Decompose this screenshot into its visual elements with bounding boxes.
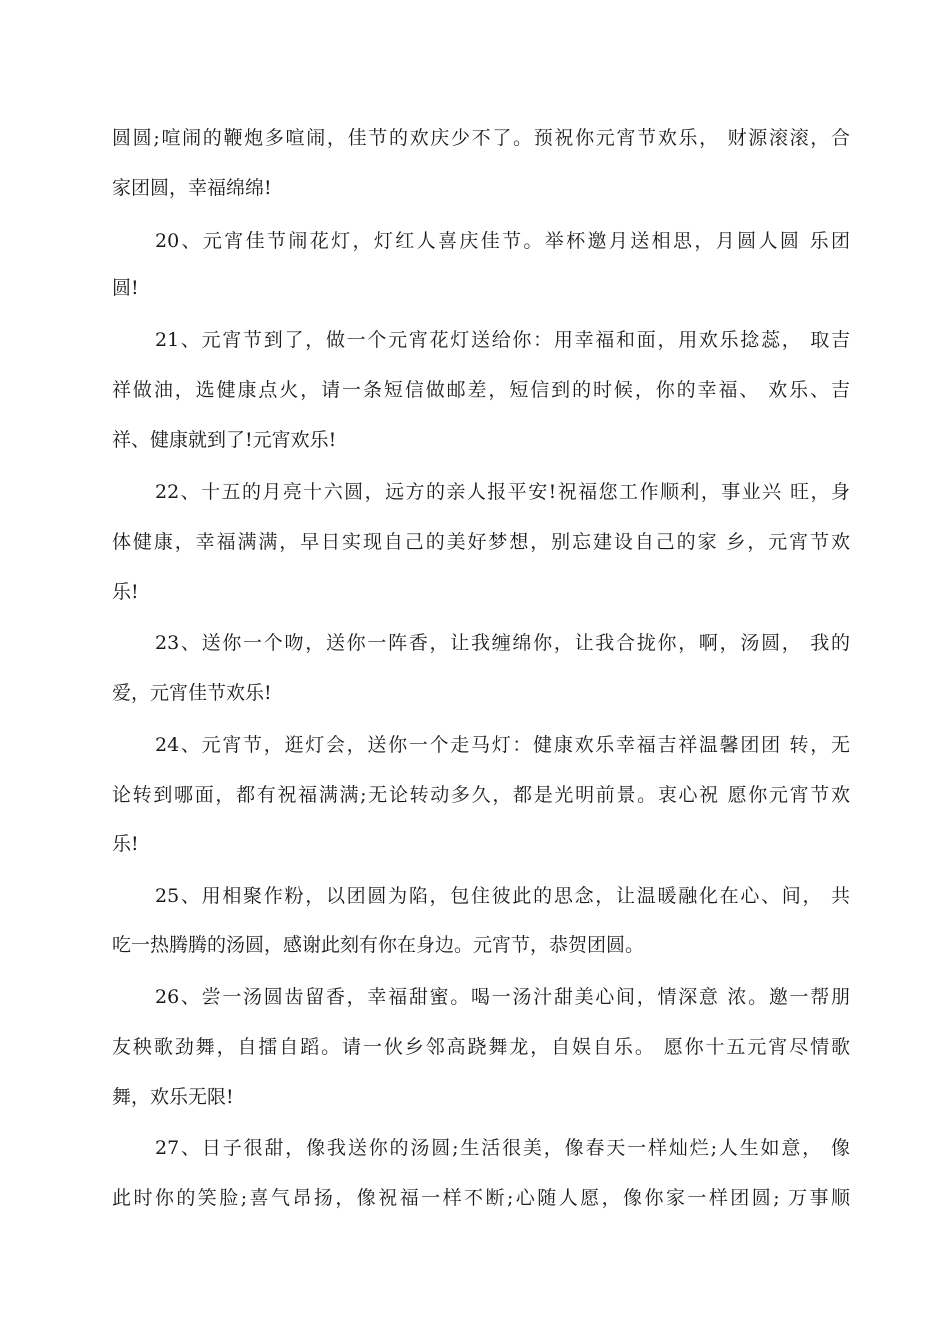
text-line: 论转到哪面，都有祝福满满;无论转动多久，都是光明前景。衷心祝 愿你元宵节欢 — [112, 784, 850, 806]
text-line: 体健康，幸福满满，早日实现自己的美好梦想，别忘建设自己的家 乡，元宵节欢 — [112, 531, 850, 553]
text-line: 圆圆;喧闹的鞭炮多喧闹，佳节的欢庆少不了。预祝你元宵节欢乐， 财源滚滚，合 — [112, 127, 850, 149]
text-line: 祥做油，选健康点火，请一条短信做邮差，短信到的时候，你的幸福、 欢乐、吉 — [112, 379, 850, 401]
text-line: 23、送你一个吻，送你一阵香，让我缠绵你，让我合拢你，啊，汤圆， 我的 — [155, 632, 850, 654]
text-line: 27、日子很甜，像我送你的汤圆;生活很美，像春天一样灿烂;人生如意， 像 — [155, 1137, 850, 1159]
text-line: 此时你的笑脸;喜气昂扬，像祝福一样不断;心随人愿，像你家一样团圆; 万事顺 — [112, 1187, 850, 1209]
text-line: 乐! — [112, 833, 139, 855]
text-line: 爱，元宵佳节欢乐! — [112, 682, 272, 704]
text-line: 吃一热腾腾的汤圆，感谢此刻有你在身边。元宵节，恭贺团圆。 — [112, 934, 645, 956]
text-line: 友秧歌劲舞，自擂自蹈。请一伙乡邻高跷舞龙，自娱自乐。 愿你十五元宵尽情歌 — [112, 1036, 850, 1058]
text-line: 祥、健康就到了!元宵欢乐! — [112, 429, 337, 451]
text-line: 26、尝一汤圆齿留香，幸福甜蜜。喝一汤汁甜美心间，情深意 浓。邀一帮朋 — [155, 986, 850, 1008]
text-line: 22、十五的月亮十六圆，远方的亲人报平安!祝福您工作顺利，事业兴 旺，身 — [155, 481, 850, 503]
text-line: 家团圆，幸福绵绵! — [112, 177, 272, 199]
text-line: 20、元宵佳节闹花灯，灯红人喜庆佳节。举杯邀月送相思，月圆人圆 乐团 — [155, 230, 850, 252]
text-line: 21、元宵节到了，做一个元宵花灯送给你：用幸福和面，用欢乐捻蕊， 取吉 — [155, 329, 850, 351]
text-line: 25、用相聚作粉，以团圆为陷，包住彼此的思念，让温暖融化在心、间， 共 — [155, 885, 850, 907]
text-line: 乐! — [112, 581, 139, 603]
text-line: 舞，欢乐无限! — [112, 1086, 234, 1108]
text-line: 圆! — [112, 277, 139, 299]
text-line: 24、元宵节，逛灯会，送你一个走马灯：健康欢乐幸福吉祥温馨团团 转，无 — [155, 734, 850, 756]
